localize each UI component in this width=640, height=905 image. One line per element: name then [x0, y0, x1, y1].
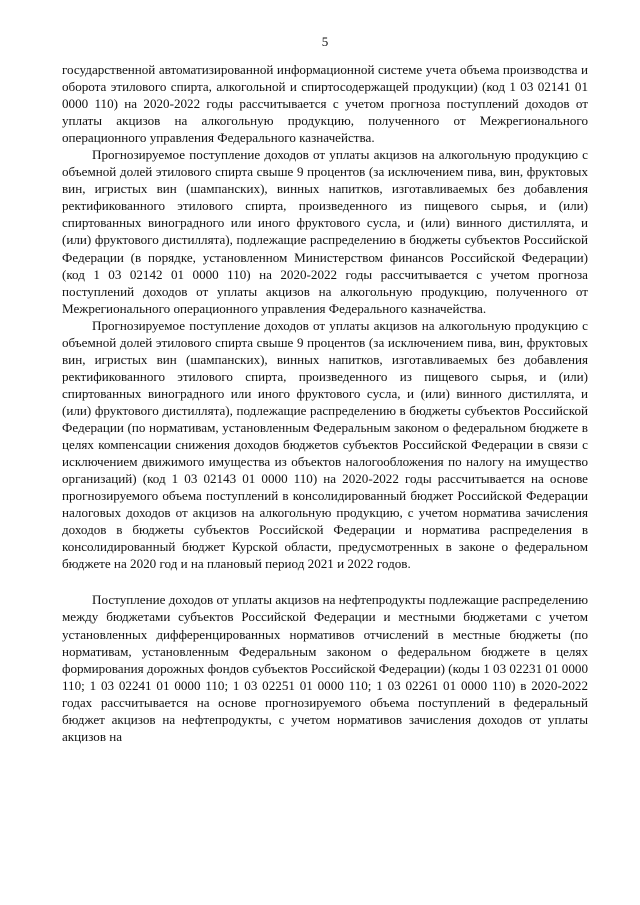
paragraph-2: Прогнозируемое поступление доходов от уплаты акцизов на алкогольную продукцию с объемной долей этилового спирта свыше 9 процентов (за исключением пива, вин, фруктовых вин, игристых вин (шампанских), винных напитков, изготавливаемых без добавления ректификованного этилового спирта, произведенного из пищевого сырья, и (или) спиртованных виноградного или иного фруктового сусла, и (или) винного дистиллята, и (или) фруктового дистиллята), подлежащие распределению в бюджеты субъектов Российской Федерации (в порядке, установленном Министерством финансов Российской Федерации) (код 1 03 02142 01 0000 110) на 2020-2022 годы рассчитывается с учетом прогноза поступлений доходов от уплаты акцизов на алкогольную продукцию, полученного от Межрегионального операционного управления Федерального казначейства. — [62, 147, 588, 316]
paragraph-gap — [62, 572, 588, 591]
paragraph-1: государственной автоматизированной информационной системе учета объема производства и оборота этилового спирта, алкогольной и спиртосодержащей продукции) (код 1 03 02141 01 0000 110) на 2020-2022 годы рассчитывается с учетом прогноза поступлений доходов от уплаты акцизов на алкогольную продукцию, полученного от Межрегионального операционного управления Федерального казначейства. — [62, 62, 588, 146]
paragraph-3: Прогнозируемое поступление доходов от уплаты акцизов на алкогольную продукцию с объемной долей этилового спирта свыше 9 процентов (за исключением пива, вин, фруктовых вин, игристых вин (шампанских), винных напитков, изготавливаемых без добавления ректификованного этилового спирта, произведенного из пищевого сырья, и (или) спиртованных виноградного или иного фруктового сусла, и (или) винного дистиллята, и (или) фруктового дистиллята), подлежащие распределению в бюджеты субъектов Российской Федерации (по нормативам, установленным Федеральным законом о федеральном бюджете в целях компенсации снижения доходов бюджетов субъектов Российской Федерации в связи с исключением движимого имущества из объектов налогообложения по налогу на имущество организаций) (код 1 03 02143 01 0000 110) на 2020-2022 годы рассчитывается на основе прогнозируемого объема поступлений в консолидированный бюджет Российской Федерации налоговых доходов от акцизов на алкогольную продукцию, с учетом норматива зачисления доходов в бюджеты субъектов Российской Федерации и норматива распределения в консолидированный бюджет Курской области, предусмотренных в законе о федеральном бюджете на 2020 год и на плановый период 2021 и 2022 годов. — [62, 317, 588, 572]
paragraph-4: Поступление доходов от уплаты акцизов на нефтепродукты подлежащие распределению между бюджетами субъектов Российской Федерации и местными бюджетами с учетом установленных дифференцированных нормативов отчислений в местные бюджеты (по нормативам, установленным Федеральным законом о федеральном бюджете в целях формирования дорожных фондов субъектов Российской Федерации) (коды 1 03 02231 01 0000 110; 1 03 02241 01 0000 110; 1 03 02251 01 0000 110; 1 03 02261 01 0000 110) в 2020-2022 годах рассчитывается на основе прогнозируемого объема поступлений в федеральный бюджет акцизов на нефтепродукты, с учетом нормативов зачисления доходов от уплаты акцизов на — [62, 592, 588, 744]
page-number: 5 — [321, 34, 329, 49]
